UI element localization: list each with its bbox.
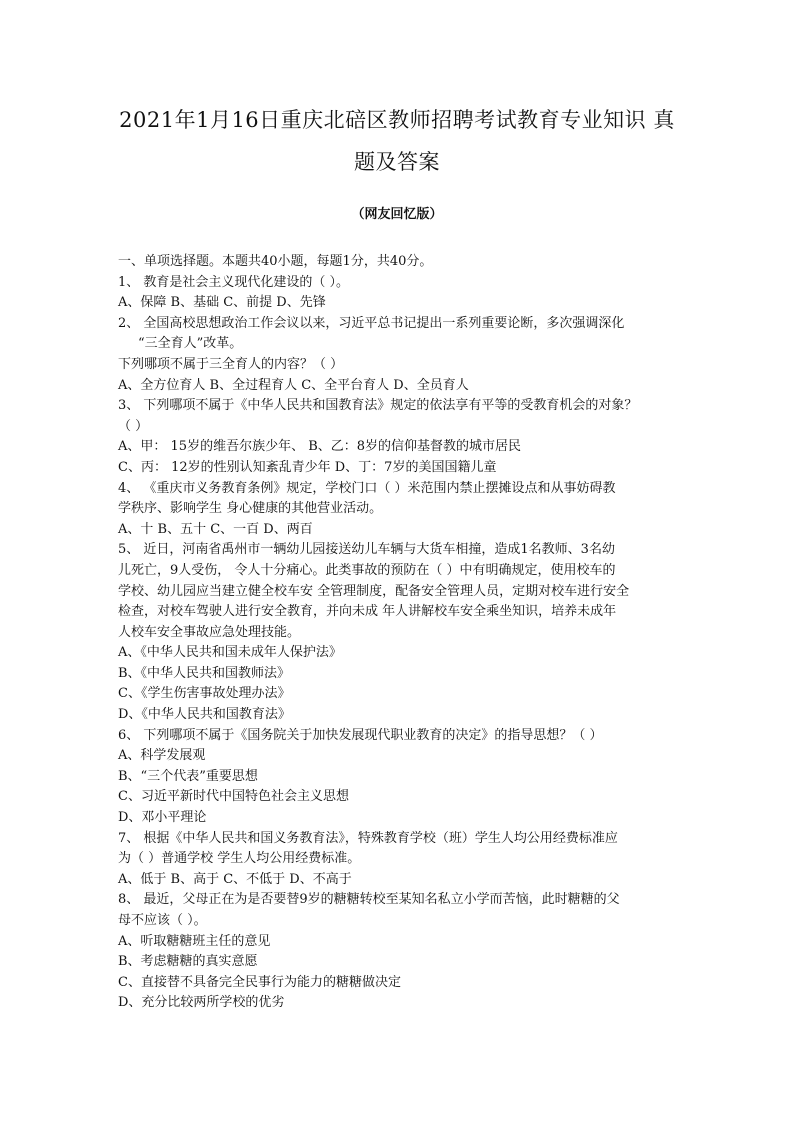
- text-line: “三全育人”改革。: [138, 336, 243, 352]
- text-line: 3、 下列哪项不属于《中华人民共和国教育法》规定的依法享有平等的受教育机会的对象？: [118, 398, 638, 414]
- text-line: 母不应该（ ）。: [118, 913, 207, 928]
- text-line: D、邓小平理论: [118, 810, 207, 826]
- text-line: A、保障 B、基础 C、前提 D、先锋: [118, 295, 326, 311]
- text-line: 一、单项选择题。本题共40小题，每题1分，共40分。: [118, 254, 433, 269]
- text-line: C、丙： 12岁的性别认知紊乱青少年 D、丁：7岁的美国国籍儿童: [118, 459, 497, 475]
- text-line: C、习近平新时代中国特色社会主义思想: [118, 789, 349, 805]
- text-line: B、考虑糖糖的真实意愿: [118, 954, 258, 970]
- text-line: A、低于 B、高于 C、不低于 D、不高于: [118, 871, 352, 887]
- text-line: A、全方位育人 B、全过程育人 C、全平台育人 D、全员育人: [118, 377, 469, 393]
- text-line: D、《中华人民共和国教育法》: [118, 707, 291, 723]
- text-line: D、充分比较两所学校的优劣: [118, 995, 285, 1011]
- question-body: [118, 252, 698, 1014]
- text-line: 5、 近日，河南省禹州市一辆幼儿园接送幼儿车辆与大货车相撞，造成1名教师、3名幼: [118, 542, 615, 558]
- text-line: B、“三个代表”重要思想: [118, 768, 258, 784]
- text-line: 学校、幼儿园应当建立健全校车安 全管理制度，配备安全管理人员，定期对校车进行安全: [118, 583, 630, 599]
- text-line: 6、 下列哪项不属于《国务院关于加快发展现代职业教育的决定》的指导思想？（ ）: [118, 727, 603, 743]
- text-line: 人校车安全事故应急处理技能。: [118, 624, 301, 640]
- text-line: A、《中华人民共和国未成年人保护法》: [118, 645, 342, 661]
- text-line: 下列哪项不属于三全育人的内容？（ ）: [118, 356, 344, 372]
- text-line: 儿死亡，9人受伤， 令人十分痛心。此类事故的预防在（ ）中有明确规定，使用校车的: [118, 562, 616, 578]
- text-line: 4、 《重庆市义务教育条例》规定，学校门口（ ）米范围内禁止摆摊设点和从事妨碍教: [118, 480, 616, 496]
- text-line: 为（ ）普通学校 学生人均公用经费标准。: [118, 851, 361, 867]
- page-title-line-2: 题及答案: [354, 150, 440, 174]
- text-line: B、《中华人民共和国教师法》: [118, 665, 291, 681]
- text-line: A、甲： 15岁的维吾尔族少年、 B、乙：8岁的信仰基督教的城市居民: [118, 439, 522, 455]
- text-line: 7、 根据《中华人民共和国义务教育法》，特殊教育学校（班）学生人均公用经费标准应: [118, 830, 618, 846]
- text-line: 2、 全国高校思想政治工作会议以来，习近平总书记提出一系列重要论断，多次强调深化: [118, 315, 625, 331]
- text-line: A、听取糖糖班主任的意见: [118, 933, 271, 949]
- text-line: C、《学生伤害事故处理办法》: [118, 686, 291, 702]
- text-line: A、科学发展观: [118, 748, 206, 764]
- subtitle: （网友回忆版）: [351, 207, 443, 222]
- text-line: 学秩序、影响学生 身心健康的其他营业活动。: [118, 501, 383, 517]
- text-line: C、直接替不具备完全民事行为能力的糖糖做决定: [118, 974, 401, 990]
- text-line: 1、 教育是社会主义现代化建设的（ ）。: [118, 274, 350, 290]
- page-title-line-1: 2021年1月16日重庆北碚区教师招聘考试教育专业知识 真: [119, 108, 675, 132]
- text-line: 8、 最近，父母正在为是否要替9岁的糖糖转校至某知名私立小学而苦恼，此时糖糖的父: [118, 892, 620, 908]
- text-line: 检查，对校车驾驶人进行安全教育，并向未成 年人讲解校车安全乘坐知识，培养未成年: [118, 604, 617, 620]
- text-line: （ ）: [118, 418, 149, 434]
- text-line: A、十 B、五十 C、一百 D、两百: [118, 521, 313, 537]
